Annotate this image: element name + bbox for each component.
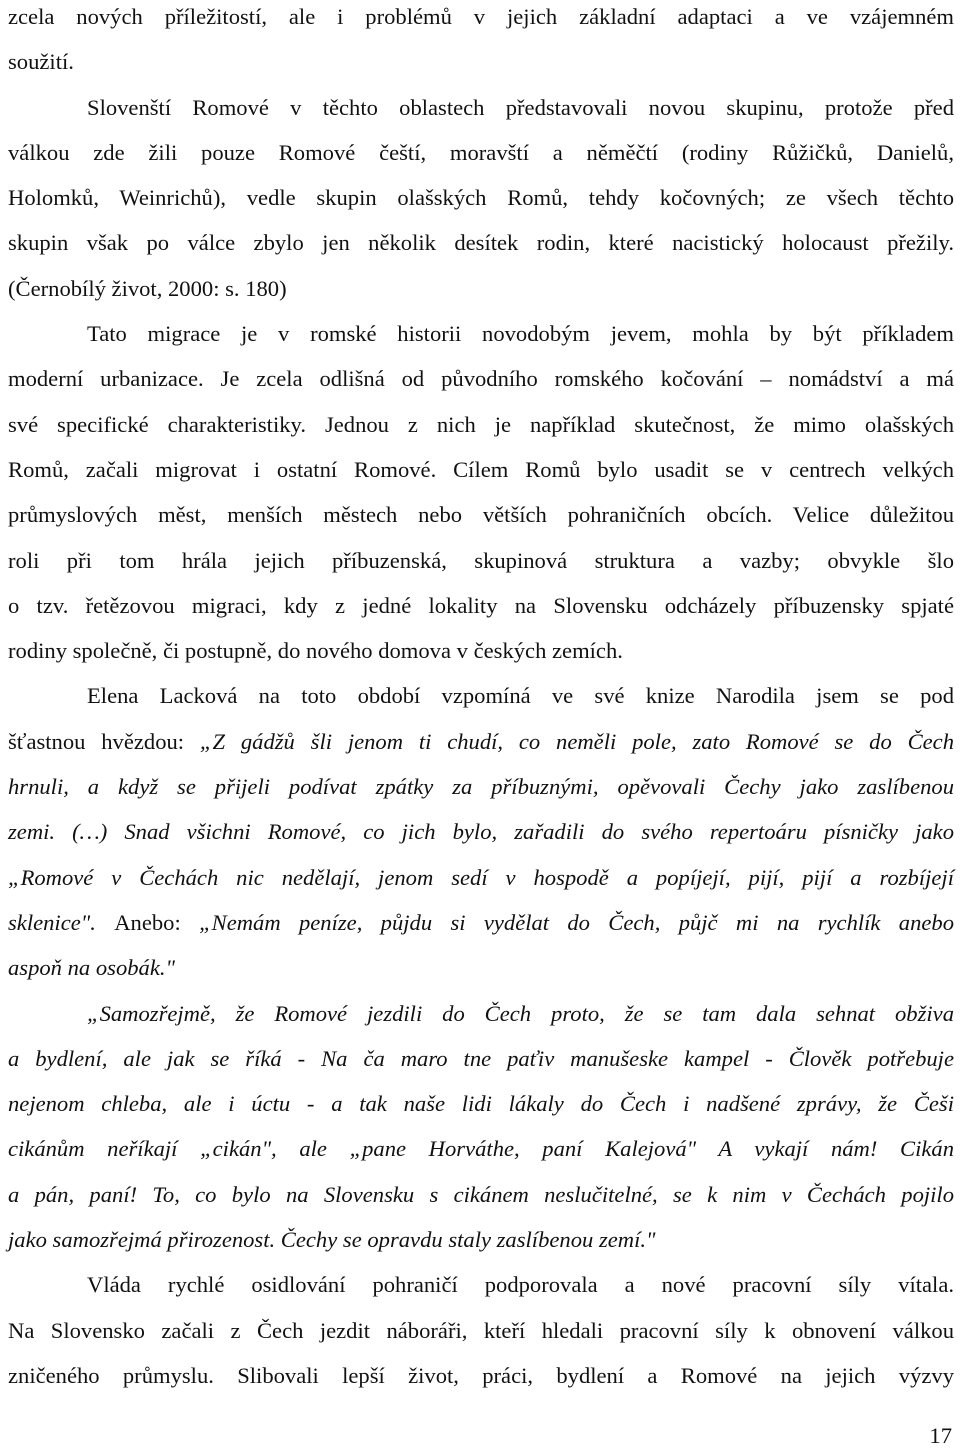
quoted-text: aspoň na osobák." <box>8 955 176 981</box>
text-line: rodiny společně, či postupně, do nového domova v českých zemích. <box>8 638 623 664</box>
quoted-text: „Z gádžů šli jenom ti chudí, co neměli pole, zato Romové se do Čech <box>199 728 954 754</box>
text-line: Na Slovensko začali z Čech jezdit náboráři, kteří hledali pracovní síly k obnovení válkou <box>8 1317 954 1343</box>
text-line: Holomků, Weinrichů), vedle skupin olašských Romů, tehdy kočovných; ze všech těchto <box>8 185 954 211</box>
quote-line <box>8 1036 954 1081</box>
plain-text: šťastnou hvězdou: <box>8 728 200 754</box>
page-number: 17 <box>929 1423 952 1448</box>
block-quote <box>8 991 954 1263</box>
text-line: Vláda rychlé osidlování pohraničí podporovala a nové pracovní síly vítala. <box>87 1272 954 1298</box>
plain-text: Anebo: <box>114 909 200 935</box>
quote-line <box>8 1172 954 1217</box>
quoted-text: „Samozřejmě, že Romové jezdili do Čech proto, že se tam dala sehnat obživa <box>87 1000 954 1026</box>
text-line: skupin však po válce zbylo jen několik desítek rodin, které nacistický holocaust přežily. <box>8 230 954 256</box>
text-line <box>8 855 954 900</box>
paragraph-intro <box>8 0 954 85</box>
text-line <box>8 764 954 809</box>
text-line <box>8 945 954 990</box>
text-line <box>8 719 954 764</box>
quoted-text: hrnuli, a když se přijeli podívat zpátky za příbuznými, opěvovali Čechy jako zaslíbenou <box>8 774 954 800</box>
text-line <box>8 809 954 854</box>
paragraph-slovak-roma <box>8 85 954 311</box>
quoted-text: „Romové v Čechách nic nedělají, jenom sedí v hospodě a popíjejí, pijí, pijí a rozbíjejí <box>8 864 954 890</box>
quote-line <box>8 991 954 1036</box>
paragraph-migration <box>8 311 954 673</box>
text-line: zničeného průmyslu. Slibovali lepší život, práci, bydlení a Romové na jejich výzvy <box>8 1362 954 1388</box>
citation-line: (Černobílý život, 2000: s. 180) <box>8 275 287 301</box>
text-line: průmyslových měst, menších městech nebo větších pohraničních obcích. Velice důležitou <box>8 502 954 528</box>
quoted-text: nejenom chleba, ale i úctu - a tak naše lidi lákaly do Čech i nadšené zprávy, že Češi <box>8 1091 954 1117</box>
text-line: moderní urbanizace. Je zcela odlišná od původního romského kočování – nomádství a má <box>8 366 954 392</box>
paragraph-government <box>8 1262 954 1398</box>
text-line: Slovenští Romové v těchto oblastech představovali novou skupinu, protože před <box>87 94 954 120</box>
quoted-text: jako samozřejmá přirozenost. Čechy se opravdu staly zaslíbenou zemí." <box>8 1227 656 1253</box>
quoted-text: sklenice". <box>8 909 115 935</box>
quoted-text: cikánům neříkají „cikán", ale „pane Horváthe, paní Kalejová" A vykají nám! Cikán <box>8 1136 954 1162</box>
quoted-text: „Nemám peníze, půjdu si vydělat do Čech, půjč mi na rychlík anebo <box>199 909 954 935</box>
document-page <box>8 0 954 1398</box>
quote-line <box>8 1217 954 1262</box>
quoted-text: zemi. (…) Snad všichni Romové, co jich bylo, zařadili do svého repertoáru písničky jako <box>8 819 954 845</box>
quote-line <box>8 1081 954 1126</box>
quoted-text: a bydlení, ale jak se říká - Na ča maro tne paťiv manušeske kampel - Člověk potřebuje <box>8 1045 954 1071</box>
text-line <box>8 900 954 945</box>
text-line: válkou zde žili pouze Romové čeští, moravští a něměčtí (rodiny Růžičků, Danielů, <box>8 139 954 165</box>
text-line: zcela nových příležitostí, ale i problémů v jejich základní adaptaci a ve vzájemném <box>8 4 954 29</box>
text-line: Romů, začali migrovat i ostatní Romové. Cílem Romů bylo usadit se v centrech velkých <box>8 456 954 482</box>
quoted-text: a pán, paní! To, co bylo na Slovensku s cikánem neslučitelné, se k nim v Čechách pojilo <box>8 1181 954 1207</box>
text-line: soužití. <box>8 49 74 75</box>
text-line: Tato migrace je v romské historii novodobým jevem, mohla by být příkladem <box>87 321 954 347</box>
text-line: roli při tom hrála jejich příbuzenská, skupinová struktura a vazby; obvykle šlo <box>8 547 954 573</box>
plain-text: Elena Lacková na toto období vzpomíná ve své knize Narodila jsem se pod <box>87 683 954 709</box>
text-line: o tzv. řetězovou migraci, kdy z jedné lokality na Slovensku odcházely příbuzensky spjaté <box>8 592 954 618</box>
text-line <box>8 673 954 718</box>
paragraph-lackova <box>8 673 954 990</box>
text-line: své specifické charakteristiky. Jednou z nich je například skutečnost, že mimo olašských <box>8 411 954 437</box>
quote-line <box>8 1126 954 1171</box>
